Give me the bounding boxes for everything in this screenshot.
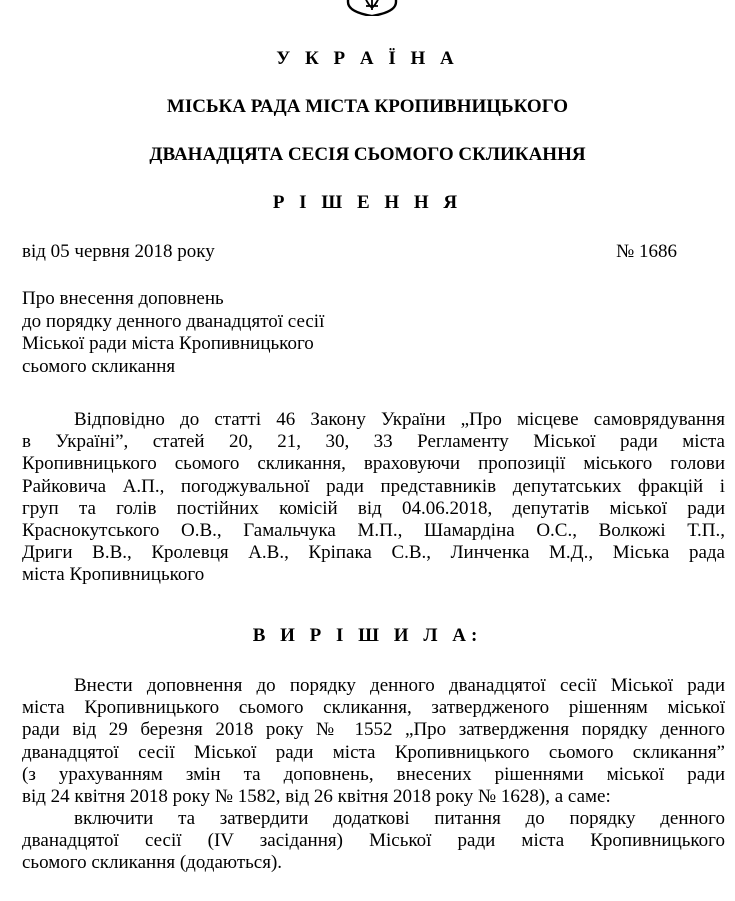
subject-line: Міської ради міста Кропивницького bbox=[22, 333, 314, 354]
preamble-line: Відповідно до статті 46 Закону України „Про місцеве самоврядування bbox=[74, 409, 725, 430]
decision-date: від 05 червня 2018 року bbox=[22, 241, 215, 262]
item-paragraph bbox=[22, 808, 725, 875]
country-heading: У К Р А Ї Н А bbox=[276, 48, 459, 69]
item-line: дванадцятої сесії (IV засідання) Міської ради міста Кропивницького bbox=[22, 830, 725, 852]
preamble-line: Краснокутського О.В., Гамальчука М.П., Шамардіна О.С., Волкожі Т.П., bbox=[22, 520, 725, 542]
decision-line: ради від 29 березня 2018 року № 1552 „Про затвердження порядку денного bbox=[22, 719, 725, 741]
subject-line: Про внесення доповнень bbox=[22, 288, 224, 309]
preamble-line: Дриги В.В., Кролевця А.В., Кріпака С.В., Линченка М.Д., Міська рада bbox=[22, 542, 725, 564]
preamble-line: міста Кропивницького bbox=[22, 564, 205, 586]
decision-title: Р І Ш Е Н Н Я bbox=[272, 192, 463, 213]
decision-line: Внести доповнення до порядку денного дванадцятої сесії Міської ради bbox=[74, 675, 725, 696]
decision-paragraph bbox=[22, 675, 725, 808]
preamble-line: Райковича А.П., погоджувальної ради представників депутатських фракцій і bbox=[22, 475, 725, 497]
item-line: сьомого скликання (додаються). bbox=[22, 852, 283, 874]
subject-line: сьомого скликання bbox=[22, 355, 176, 377]
subject-line: до порядку денного дванадцятої сесії bbox=[22, 310, 325, 332]
decision-subject bbox=[22, 288, 324, 378]
preamble-line: груп та голів постійних комісій від 04.06.2018, депутатів міської ради bbox=[22, 497, 725, 519]
session-heading: ДВАНАДЦЯТА СЕСІЯ СЬОМОГО СКЛИКАННЯ bbox=[149, 144, 586, 165]
coat-of-arms-icon bbox=[344, 0, 400, 16]
decision-line: від 24 квітня 2018 року № 1582, від 26 квітня 2018 року № 1628), а саме: bbox=[22, 786, 611, 808]
preamble-line: в Україні”, статей 20, 21, 30, 33 Регламенту Міської ради міста bbox=[22, 431, 725, 453]
preamble-line: Кропивницького сьомого скликання, враховуючи пропозиції міського голови bbox=[22, 453, 725, 475]
decided-heading: В И Р І Ш И Л А: bbox=[252, 625, 483, 646]
decision-number: № 1686 bbox=[616, 241, 677, 262]
preamble-paragraph bbox=[22, 409, 725, 587]
decision-line: (з урахуванням змін та доповнень, внесених рішеннями міської ради bbox=[22, 763, 725, 785]
council-heading: МІСЬКА РАДА МІСТА КРОПИВНИЦЬКОГО bbox=[166, 96, 569, 117]
item-line: включити та затвердити додаткові питання до порядку денного bbox=[74, 808, 725, 829]
decision-line: міста Кропивницького сьомого скликання, затвердженого рішенням міської bbox=[22, 697, 725, 719]
decision-line: дванадцятої сесії Міської ради міста Кропивницького сьомого скликання” bbox=[22, 741, 725, 763]
